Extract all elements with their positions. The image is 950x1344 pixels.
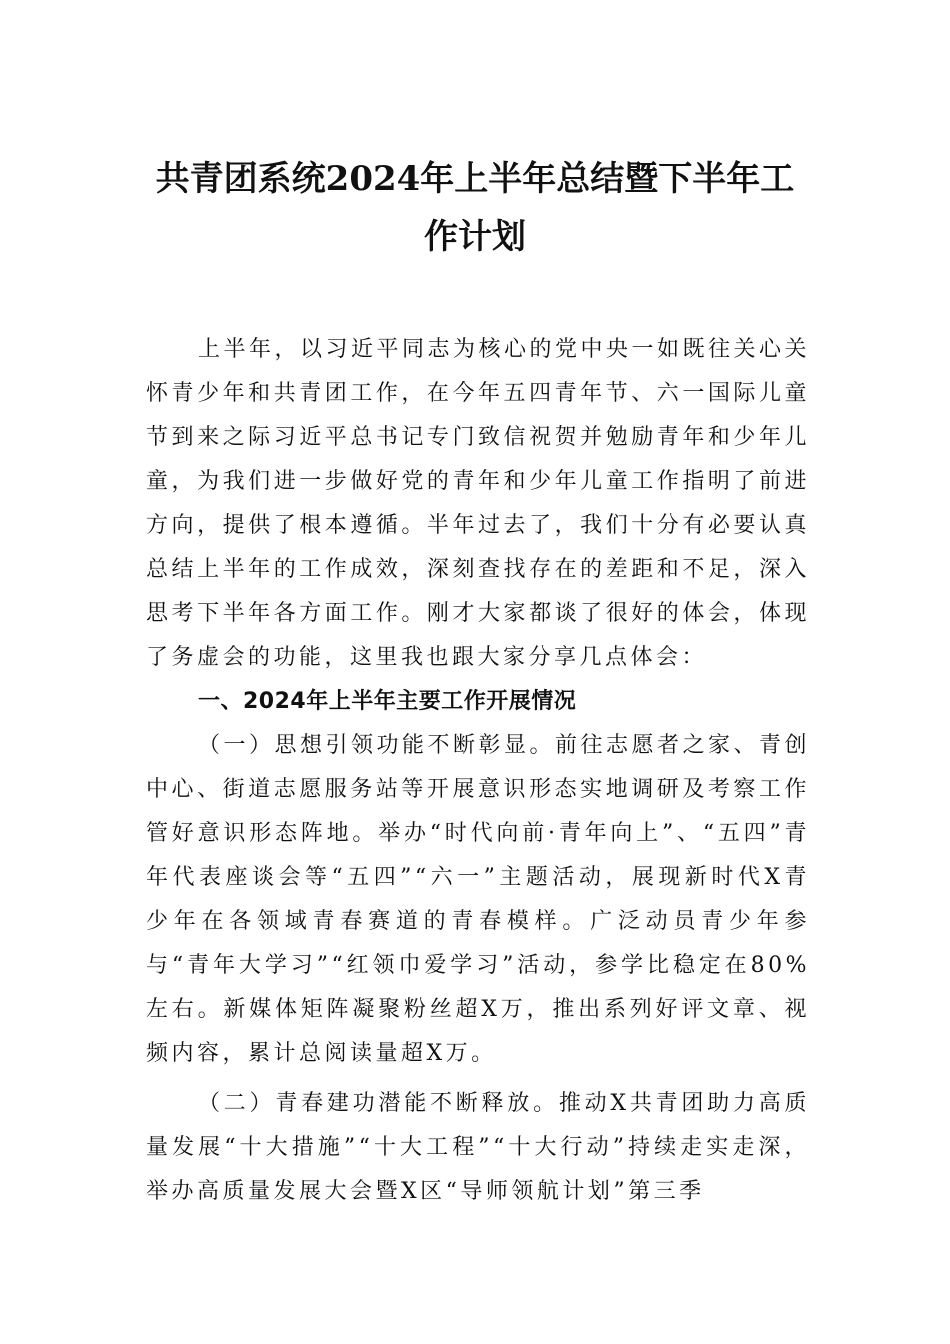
title-line-2: 作计划 xyxy=(424,217,526,257)
section-1-paragraph-1: （一）思想引领功能不断彰显。前往志愿者之家、青创中心、街道志愿服务站等开展意识形态实地调研及考察工作管好意识形态阵地。举办“时代向前·青年向上”、“五四”青年代表座谈会等“五四”“六一”主题活动，展现新时代X青少年在各领域青春赛道的青春模样。广泛动员青少年参与“青年大学习”“红领巾爱学习”活动，参学比稳定在80%左右。新媒体矩阵凝聚粉丝超X万，推出系列好评文章、视频内容，累计总阅读量超X万。 xyxy=(146,733,811,1066)
document-title xyxy=(140,150,810,266)
document-body xyxy=(146,328,810,1214)
section-1-paragraph-2: （二）青春建功潜能不断释放。推动X共青团助力高质量发展“十大措施”“十大工程”“十大行动”持续走实走深，举办高质量发展大会暨X区“导师领航计划”第三季 xyxy=(146,1091,810,1204)
title-line-1: 共青团系统2024年上半年总结暨下半年工 xyxy=(155,159,795,199)
intro-paragraph: 上半年，以习近平同志为核心的党中央一如既往关心关怀青少年和共青团工作，在今年五四青年节、六一国际儿童节到来之际习近平总书记专门致信祝贺并勉励青年和少年儿童，为我们进一步做好党的青年和少年儿童工作指明了前进方向，提供了根本遵循。半年过去了，我们十分有必要认真总结上半年的工作成效，深刻查找存在的差距和不足，深入思考下半年各方面工作。刚才大家都谈了很好的体会，体现了务虚会的功能，这里我也跟大家分享几点体会： xyxy=(146,337,811,670)
section-heading-1: 一、2024年上半年主要工作开展情况 xyxy=(198,689,577,714)
